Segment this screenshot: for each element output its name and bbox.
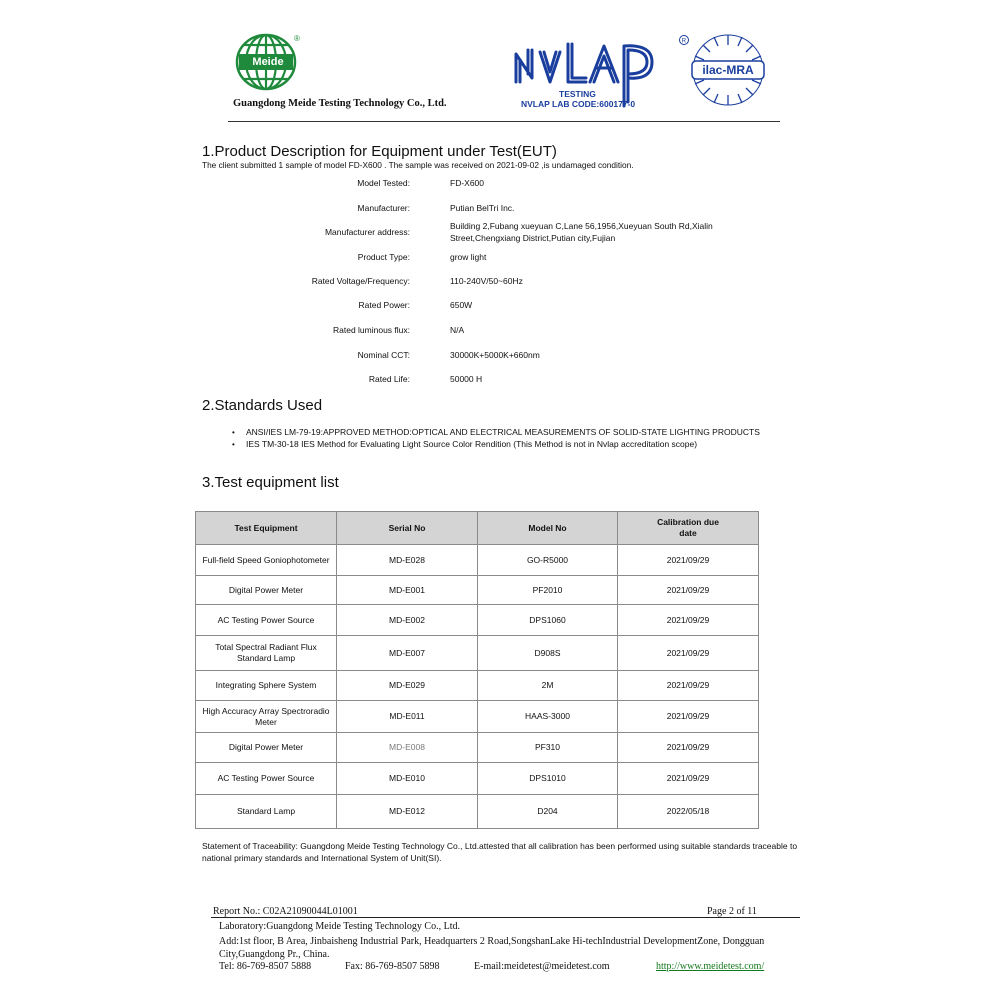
- table-cell: 2021/09/29: [618, 605, 759, 636]
- table-row: [196, 545, 759, 576]
- field-label: Model Tested:: [357, 178, 410, 188]
- table-cell: Total Spectral Radiant Flux Standard Lamp: [196, 636, 337, 671]
- field-value: FD-X600: [450, 178, 485, 188]
- field-label: Rated Life:: [368, 374, 410, 384]
- table-cell: PF310: [478, 733, 618, 763]
- table-cell: AC Testing Power Source: [196, 605, 337, 636]
- table-cell: MD-E001: [337, 576, 478, 605]
- table-cell: 2021/09/29: [618, 671, 759, 701]
- standards-list: [232, 427, 812, 451]
- footer-website-link[interactable]: http://www.meidetest.com/: [656, 961, 765, 972]
- table-cell: DPS1010: [478, 763, 618, 795]
- table-cell: AC Testing Power Source: [196, 763, 337, 795]
- table-row: [196, 576, 759, 605]
- table-cell: 2021/09/29: [618, 763, 759, 795]
- column-header: Test Equipment: [196, 512, 337, 545]
- field-value: N/A: [450, 325, 465, 335]
- field-value: 650W: [450, 300, 473, 310]
- field-label: Rated Voltage/Frequency:: [311, 276, 410, 286]
- column-header: [618, 512, 759, 545]
- section-2-title: 2.Standards Used: [202, 397, 323, 414]
- company-name: Guangdong Meide Testing Technology Co., Ltd.: [233, 98, 447, 109]
- section-1-title: 1.Product Description for Equipment under Test(EUT): [202, 143, 557, 160]
- table-cell: MD-E012: [337, 795, 478, 829]
- header-divider: [228, 121, 780, 122]
- field-label: Manufacturer address:: [324, 227, 410, 237]
- table-cell: DPS1060: [478, 605, 618, 636]
- table-cell: 2021/09/29: [618, 733, 759, 763]
- page-number: Page 2 of 11: [707, 906, 757, 917]
- report-number: Report No.: C02A21090044L01001: [213, 906, 358, 917]
- table-cell: Integrating Sphere System: [196, 671, 337, 701]
- field-value: 110-240V/50~60Hz: [450, 276, 523, 286]
- column-header: Model No: [478, 512, 618, 545]
- field-value: grow light: [450, 252, 487, 262]
- field-value: 50000 H: [450, 374, 483, 384]
- test-equipment-table: [195, 511, 759, 829]
- table-cell: Digital Power Meter: [196, 576, 337, 605]
- footer-tel: Tel: 86-769-8507 5888: [219, 961, 312, 972]
- table-cell: Standard Lamp: [196, 795, 337, 829]
- footer-laboratory: Laboratory:Guangdong Meide Testing Technology Co., Ltd.: [219, 921, 460, 932]
- table-row: [196, 636, 759, 671]
- nvlap-lab-code: NVLAP LAB CODE:600177-0: [521, 99, 636, 109]
- table-header-row: [196, 512, 759, 545]
- table-cell: 2021/09/29: [618, 576, 759, 605]
- table-cell: 2M: [478, 671, 618, 701]
- table-row: [196, 605, 759, 636]
- list-item: • ANSI/IES LM-79-19:APPROVED METHOD:OPTICAL AND ELECTRICAL MEASUREMENTS OF SOLID-STATE LIGHTING PRODUCTS: [232, 427, 812, 438]
- testing-label: TESTING: [559, 89, 596, 99]
- section-3-title: 3.Test equipment list: [202, 474, 339, 491]
- footer-address: Add:1st floor, B Area, Jinbaisheng Industrial Park, Headquarters 2 Road,SongshanLake Hi-techIndustrial DevelopmentZone, Dongguan City,Guangdong Pr., China.: [219, 936, 765, 960]
- table-cell: PF2010: [478, 576, 618, 605]
- table-cell: MD-E028: [337, 545, 478, 576]
- field-value: 30000K+5000K+660nm: [450, 350, 540, 360]
- nvlap-wordmark-text: [520, 58, 523, 59]
- field-label: Rated luminous flux:: [332, 325, 410, 335]
- table-cell: D204: [478, 795, 618, 829]
- field-label: Nominal CCT:: [357, 350, 410, 360]
- field-label: Product Type:: [357, 252, 410, 262]
- list-item: • IES TM-30-18 IES Method for Evaluating Light Source Color Rendition (This Method is not in Nvlap accreditation scope): [232, 439, 812, 450]
- table-cell: MD-E002: [337, 605, 478, 636]
- traceability-statement: Statement of Traceability: Guangdong Meide Testing Technology Co., Ltd.attested that all calibration has been performed using suitable standards traceable to national primary standards and International System of Unit(SI).: [202, 841, 798, 863]
- table-cell: HAAS-3000: [478, 701, 618, 733]
- table-row: [196, 795, 759, 829]
- field-label: Manufacturer:: [357, 203, 410, 213]
- table-cell: D908S: [478, 636, 618, 671]
- table-cell: Full-field Speed Goniophotometer: [196, 545, 337, 576]
- table-cell: 2021/09/29: [618, 545, 759, 576]
- table-cell: GO-R5000: [478, 545, 618, 576]
- table-cell: 2021/09/29: [618, 701, 759, 733]
- table-row: [196, 763, 759, 795]
- field-label: Rated Power:: [358, 300, 410, 310]
- table-cell: 2021/09/29: [618, 636, 759, 671]
- table-cell: 2022/05/18: [618, 795, 759, 829]
- column-header: Serial No: [337, 512, 478, 545]
- footer-email[interactable]: E-mail:meidetest@meidetest.com: [474, 961, 610, 972]
- svg-text:R: R: [681, 38, 687, 45]
- footer-divider: [211, 917, 800, 918]
- table-cell: Digital Power Meter: [196, 733, 337, 763]
- field-value: Putian BelTri Inc.: [450, 203, 515, 213]
- field-value: Building 2,Fubang xueyuan C,Lane 56,1956,Xueyuan South Rd,Xialin Street,Chengxiang District,Putian city,Fujian: [450, 221, 713, 243]
- nvlap-logo: [512, 30, 690, 108]
- ilac-mra-text: ilac-MRA: [702, 63, 754, 77]
- table-cell: MD-E010: [337, 763, 478, 795]
- table-row: [196, 733, 759, 763]
- registered-mark: ®: [294, 34, 300, 43]
- table-row: [196, 701, 759, 733]
- table-row: [196, 671, 759, 701]
- table-cell: High Accuracy Array Spectroradio Meter: [196, 701, 337, 733]
- calibration-header-text: Calibration due date: [657, 517, 719, 538]
- table-cell: MD-E029: [337, 671, 478, 701]
- footer-fax: Fax: 86-769-8507 5898: [345, 961, 440, 972]
- table-cell: MD-E008: [337, 733, 478, 763]
- logo-wordmark: Meide: [252, 56, 284, 68]
- table-cell: MD-E007: [337, 636, 478, 671]
- section-1-intro: The client submitted 1 sample of model FD-X600 . The sample was received on 2021-09-02 ,is undamaged condition.: [202, 160, 634, 170]
- table-cell: MD-E011: [337, 701, 478, 733]
